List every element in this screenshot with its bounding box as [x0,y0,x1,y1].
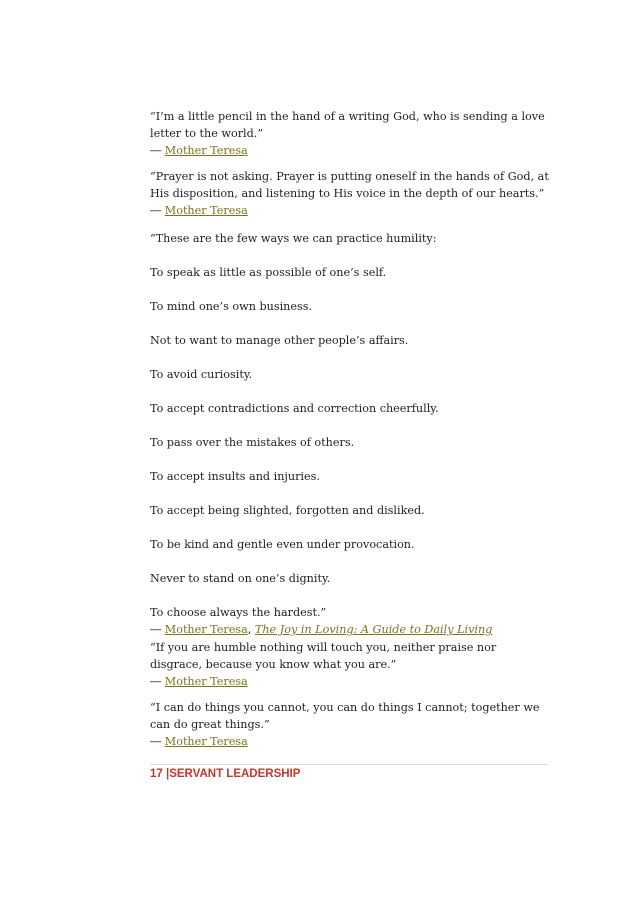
book-link[interactable]: The Joy in Loving: A Guide to Daily Living [254,623,493,636]
humility-line: To speak as little as possible of one’s self. [150,266,387,279]
humility-line: To pass over the mistakes of others. [150,436,355,449]
humility-line: Never to stand on one’s dignity. [150,572,331,585]
quote-block [150,639,550,690]
humility-line: To accept being slighted, forgotten and disliked. [150,504,425,517]
author-link[interactable]: Mother Teresa [164,623,248,636]
quote-text: “I’m a little pencil in the hand of a writing God, who is sending a love letter to the world.” [150,110,545,140]
quote-block [150,699,550,750]
attribution-dash: ― [150,623,165,636]
quote-intro: “These are the few ways we can practice humility: [150,232,437,245]
page-footer: 17 |SERVANT LEADERSHIP [150,768,301,780]
quote-text: “Prayer is not asking. Prayer is putting oneself in the hands of God, at His disposition, and listening to His voice in the depth of our hearts.” [150,170,549,200]
author-link[interactable]: Mother Teresa [164,735,248,748]
quote-block [150,168,550,219]
author-link[interactable]: Mother Teresa [164,144,248,157]
humility-line: To be kind and gentle even under provocation. [150,538,415,551]
humility-line: To mind one’s own business. [150,300,313,313]
quote-attribution [150,673,550,690]
quote-attribution [150,621,492,638]
attribution-separator: , [247,623,255,636]
humility-line: Not to want to manage other people’s affairs. [150,334,409,347]
attribution-dash: ― [150,144,165,157]
humility-line: To accept insults and injuries. [150,470,320,483]
attribution-dash: ― [150,675,165,688]
quote-attribution [150,733,550,750]
humility-line: To avoid curiosity. [150,368,253,381]
quote-block [150,108,550,159]
attribution-dash: ― [150,204,165,217]
quote-text: “If you are humble nothing will touch you, neither praise nor disgrace, because you know what you are.” [150,641,497,671]
quote-attribution [150,202,550,219]
quote-attribution [150,142,550,159]
quote-text: “I can do things you cannot, you can do things I cannot; together we can do great things.” [150,701,540,731]
footer-divider [150,764,548,765]
author-link[interactable]: Mother Teresa [164,675,248,688]
author-link[interactable]: Mother Teresa [164,204,248,217]
attribution-dash: ― [150,735,165,748]
humility-line: To accept contradictions and correction cheerfully. [150,402,439,415]
humility-line: To choose always the hardest.” [150,606,327,619]
